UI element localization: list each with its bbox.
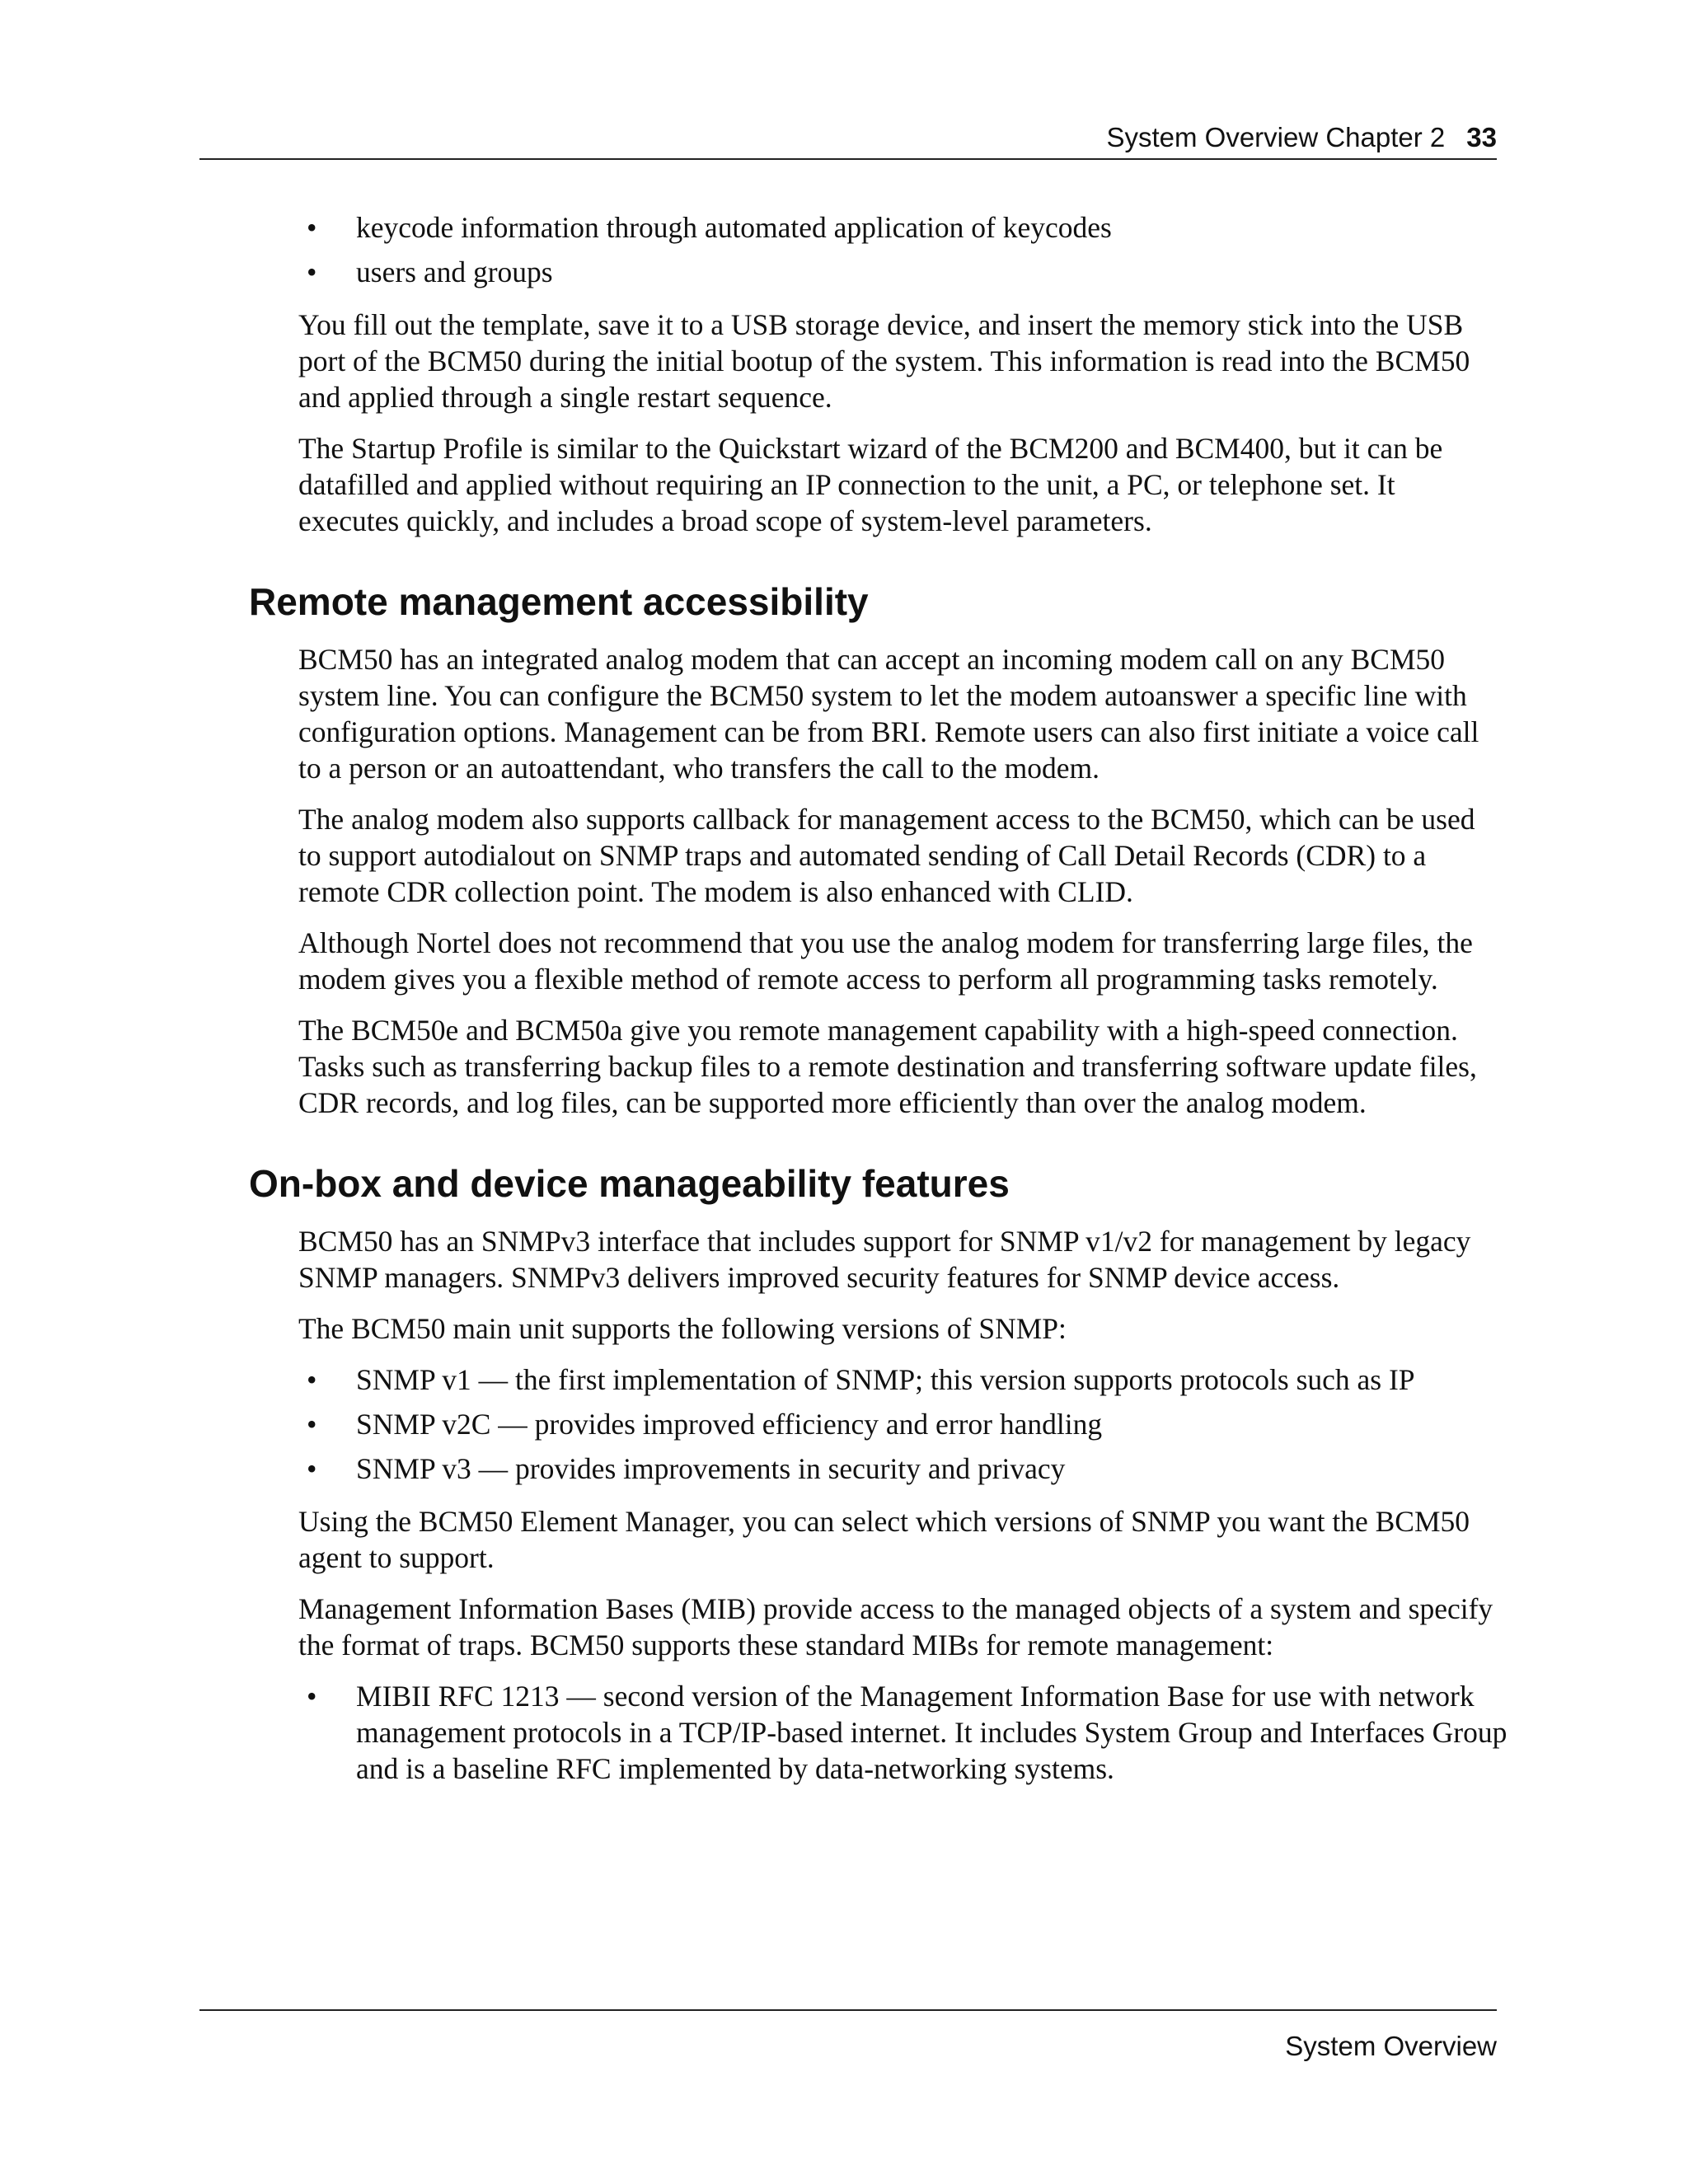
paragraph: The analog modem also supports callback for management access to the BCM50, which can be used to support autodialout on SNMP traps and automated sending of Call Detail Records (CDR) to a remote CDR collection point. The modem is also enhanced with CLID. <box>298 803 1475 908</box>
paragraph: BCM50 has an integrated analog modem that can accept an incoming modem call on any BCM50 system line. You can configure the BCM50 system to let the modem autoanswer a specific line with configuration options. Management can be from BRI. Remote users can also first initiate a voice call to a person or an autoattendant, who transfers the call to the modem. <box>298 643 1479 785</box>
bullet-icon: • <box>307 211 317 244</box>
list-item: • SNMP v3 — provides improvements in security and privacy <box>307 1452 1066 1485</box>
list-item: • SNMP v1 — the first implementation of SNMP; this version supports protocols such as IP <box>307 1363 1415 1396</box>
paragraph: You fill out the template, save it to a USB storage device, and insert the memory stick into the USB port of the BCM50 during the initial bootup of the system. This information is read into the BCM50 and applied through a single restart sequence. <box>298 308 1470 414</box>
paragraph: Management Information Bases (MIB) provide access to the managed objects of a system and specify the format of traps. BCM50 supports these standard MIBs for remote management: <box>298 1592 1493 1661</box>
list-item: • keycode information through automated application of keycodes <box>307 211 1112 244</box>
paragraph: The BCM50 main unit supports the following versions of SNMP: <box>298 1312 1067 1345</box>
paragraph: Although Nortel does not recommend that you use the analog modem for transferring large files, the modem gives you a flexible method of remote access to perform all programming tasks remotely. <box>298 926 1473 996</box>
paragraph: BCM50 has an SNMPv3 interface that includes support for SNMP v1/v2 for management by legacy SNMP managers. SNMPv3 delivers improved security features for SNMP device access. <box>298 1225 1471 1294</box>
bullet-icon: • <box>307 1408 317 1441</box>
bullet-icon: • <box>307 255 317 288</box>
header-text <box>1106 122 1497 153</box>
paragraph: The BCM50e and BCM50a give you remote management capability with a high-speed connection. Tasks such as transferring backup files to a remote destination and transferring software update files, CDR records, and log files, can be supported more efficiently than over the analog modem. <box>298 1014 1477 1119</box>
snmp-version-list <box>199 1361 1497 1487</box>
header-title: System Overview Chapter 2 <box>1106 122 1446 152</box>
page-content <box>199 209 1507 1803</box>
list-item: • MIBII RFC 1213 — second version of the Management Information Base for use with network management protocols in a TCP/IP-based internet. It includes System Group and Interfaces Group and is a baseline RFC implemented by data-networking systems. <box>307 1680 1507 1785</box>
section-heading-remote-management: Remote management accessibility <box>249 580 869 623</box>
bullet-icon: • <box>307 1452 317 1485</box>
intro-bullet-list <box>199 209 1497 290</box>
footer-title: System Overview <box>1285 2031 1497 2061</box>
mib-list <box>199 1678 1507 1787</box>
bullet-icon: • <box>307 1680 317 1713</box>
page-number: 33 <box>1466 122 1497 152</box>
list-item: • users and groups <box>307 255 553 288</box>
bullet-icon: • <box>307 1363 317 1396</box>
page-footer <box>199 2009 1497 2061</box>
paragraph: Using the BCM50 Element Manager, you can select which versions of SNMP you want the BCM50 agent to support. <box>298 1505 1470 1574</box>
section-heading-onbox-manageability: On-box and device manageability features <box>249 1162 1010 1205</box>
paragraph: The Startup Profile is similar to the Quickstart wizard of the BCM200 and BCM400, but it can be datafilled and applied without requiring an IP connection to the unit, a PC, or telephone set. It executes quickly, and includes a broad scope of system-level parameters. <box>298 432 1443 537</box>
list-item: • SNMP v2C — provides improved efficiency and error handling <box>307 1408 1103 1441</box>
page-header <box>199 117 1497 160</box>
